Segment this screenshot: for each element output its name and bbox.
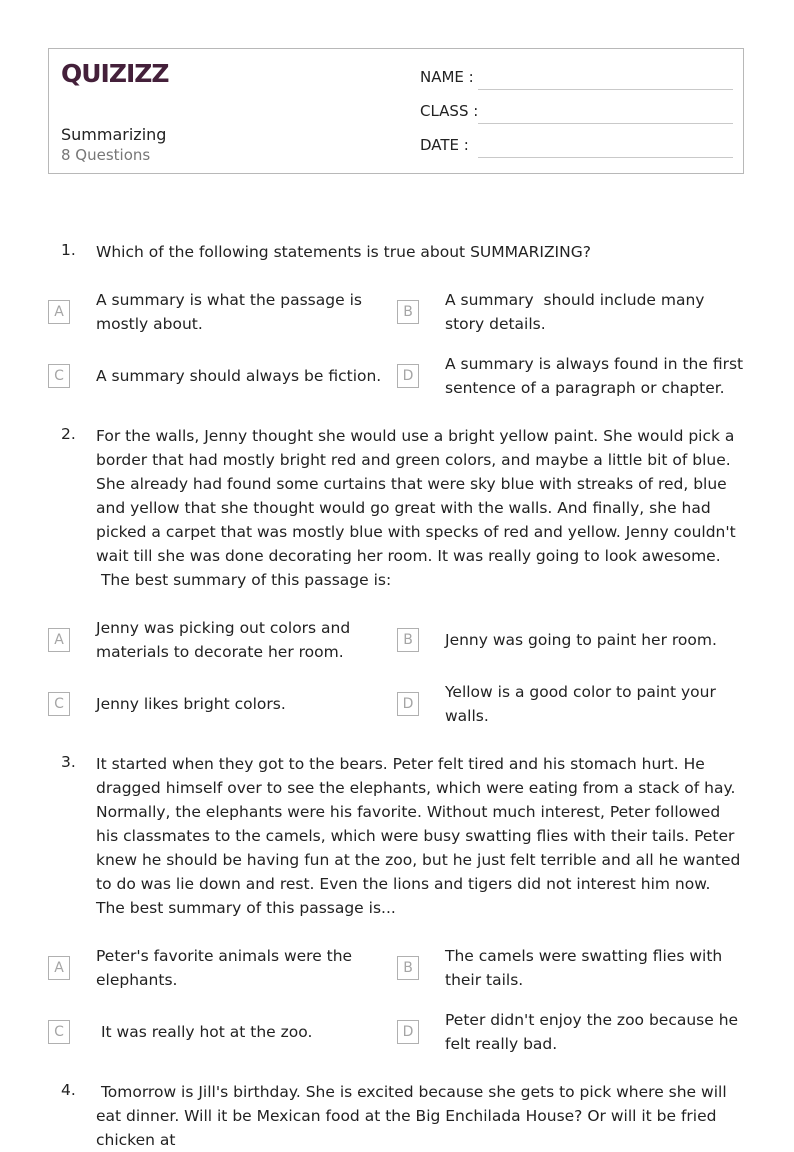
option-a-text: Jenny was picking out colors and materials to decorate her room.	[96, 619, 356, 661]
option-b-text: The camels were swatting flies with their tails.	[445, 947, 728, 989]
option-d-box[interactable]: D	[397, 364, 419, 388]
option-c-box[interactable]: C	[48, 1020, 70, 1044]
option-b-box[interactable]: B	[397, 628, 419, 652]
date-field[interactable]	[478, 157, 733, 158]
option-a-text: Peter's favorite animals were the elephants.	[96, 947, 358, 989]
option-a-text: A summary is what the passage is mostly about.	[96, 291, 367, 333]
worksheet-title: Summarizing	[61, 125, 167, 144]
option-c-text: It was really hot at the zoo.	[96, 1023, 313, 1041]
name-label: NAME :	[420, 68, 474, 86]
class-label: CLASS :	[420, 102, 479, 120]
option-b-text: Jenny was going to paint her room.	[445, 631, 717, 649]
option-c-text: A summary should always be fiction.	[96, 367, 382, 385]
option-c-box[interactable]: C	[48, 364, 70, 388]
class-field[interactable]	[478, 123, 733, 124]
quizizz-logo: QUIZIZZ	[61, 59, 169, 88]
option-a-box[interactable]: A	[48, 628, 70, 652]
question-number: 2.	[61, 425, 76, 443]
option-d-box[interactable]: D	[397, 692, 419, 716]
question-number: 4.	[61, 1081, 76, 1099]
option-d-text: Peter didn't enjoy the zoo because he felt really bad.	[445, 1011, 744, 1053]
name-field[interactable]	[478, 89, 733, 90]
question-number: 1.	[61, 241, 76, 259]
option-a-box[interactable]: A	[48, 300, 70, 324]
question-count: 8 Questions	[61, 146, 151, 164]
option-b-text: A summary should include many story details.	[445, 291, 710, 333]
option-b-box[interactable]: B	[397, 300, 419, 324]
question-text: Which of the following statements is true about SUMMARIZING?	[96, 243, 591, 261]
question-text: It started when they got to the bears. Peter felt tired and his stomach hurt. He dragged himself over to see the elephants, which were eating from a stack of hay. Normally, the elephants were his favorite. Without much interest, Peter followed his classmates to the camels, which were busy swatting flies with their tails. Peter knew he should be having fun at the zoo, but he just felt terrible and all he wanted to do was lie down and rest. Even the lions and tigers did not interest him now. The best summary of this passage is...	[96, 755, 741, 917]
option-d-text: Yellow is a good color to paint your walls.	[445, 683, 721, 725]
option-a-box[interactable]: A	[48, 956, 70, 980]
worksheet-header	[48, 48, 744, 174]
option-d-box[interactable]: D	[397, 1020, 419, 1044]
option-c-box[interactable]: C	[48, 692, 70, 716]
question-number: 3.	[61, 753, 76, 771]
option-d-text: A summary is always found in the first sentence of a paragraph or chapter.	[445, 355, 749, 397]
option-c-text: Jenny likes bright colors.	[96, 695, 286, 713]
option-b-box[interactable]: B	[397, 956, 419, 980]
question-text: Tomorrow is Jill's birthday. She is excited because she gets to pick where she will eat dinner. Will it be Mexican food at the Big Enchilada House? Or will it be fried chicken at	[96, 1083, 732, 1149]
date-label: DATE :	[420, 136, 469, 154]
question-text: For the walls, Jenny thought she would use a bright yellow paint. She would pick a border that had mostly bright red and green colors, and maybe a little bit of blue. She already had found some curtains that were sky blue with streaks of red, blue and yellow that she thought would go great with the walls. And finally, she had picked a carpet that was mostly blue with specks of red and yellow. Jenny couldn't wait till she was done decorating her room. It was really going to look awesome. The best summary of this passage is:	[96, 427, 736, 589]
